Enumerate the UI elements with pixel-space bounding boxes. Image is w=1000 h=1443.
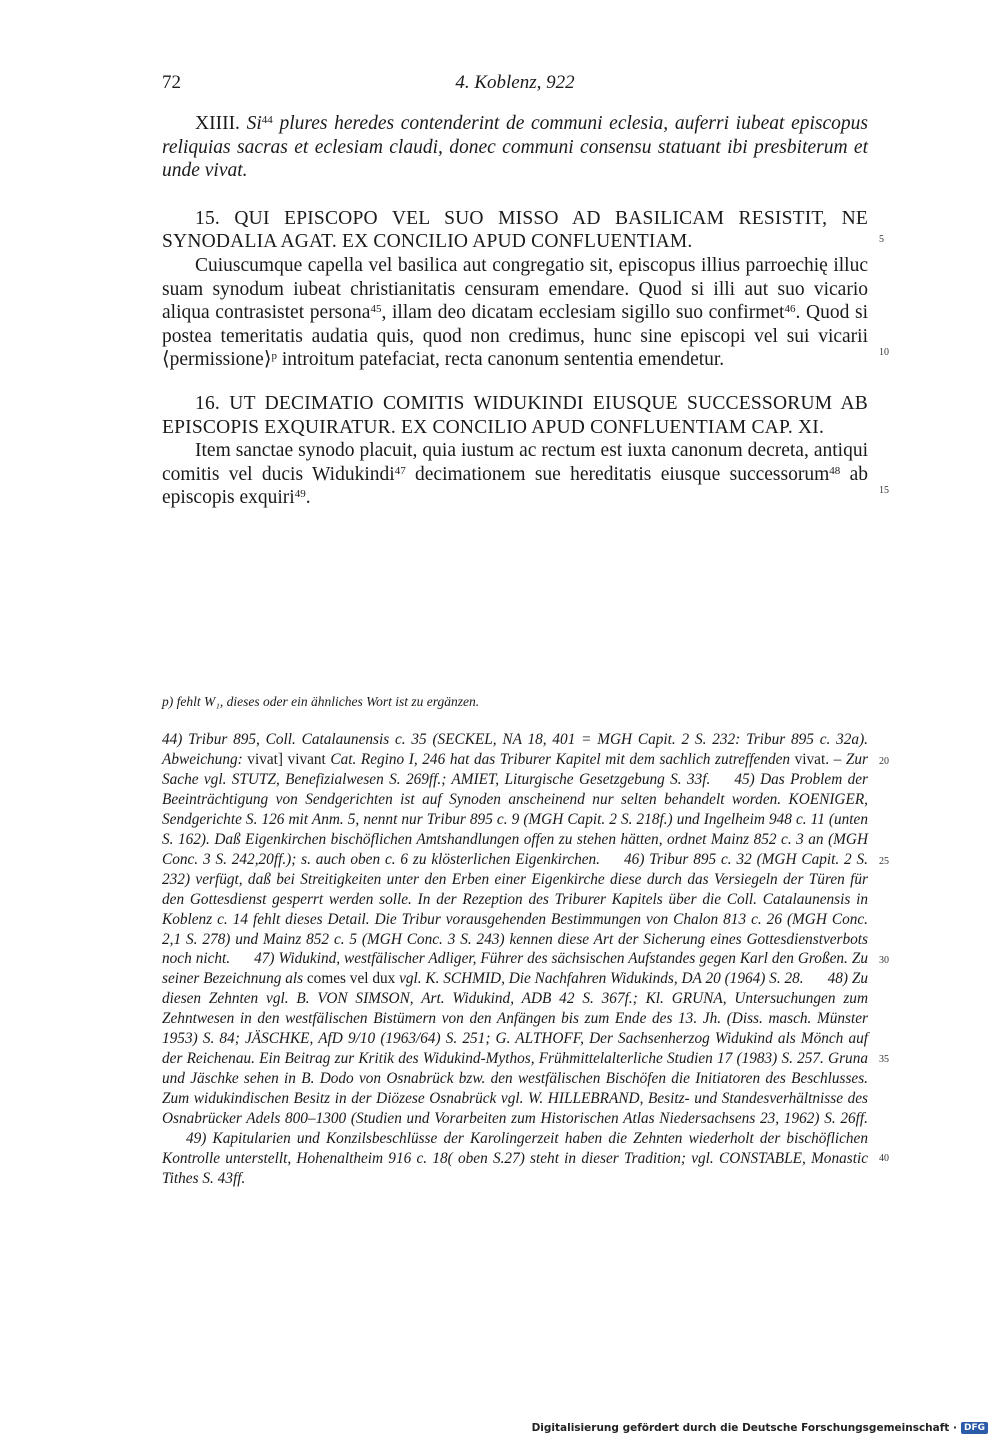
footnote-ref-48: 48 — [829, 464, 841, 477]
running-head: 4. Koblenz, 922 — [455, 72, 575, 93]
footnote-ref-49: 49 — [294, 488, 306, 501]
footnote-46: 46) Tribur 895 c. 32 (MGH Capit. 2 S. 232) verfügt, daß bei Streitigkeiten unter den Erben einer Eigenkirche diese durch das Versiegeln der Türen für den Gottesdienst gesperrt werden solle. In der Rezeption des Triburer Kapitels über die Coll. Catalaunensis in Koblenz c. 14 fehlt dieses Detail. Die Tribur vorausgehenden Bestimmungen von Chalon 813 c. 26 (MGH Conc. 2,1 S. 278) und Mainz 852 c. 5 (MGH Conc. 3 S. 243) kennen diese Art der Sicherung eines Gottesdienstverbots noch nicht. — [162, 850, 868, 968]
line-number-40: 40 — [879, 1153, 889, 1164]
chapter-16-heading: 16. UT DECIMATIO COMITIS WIDUKINDI EIUSQUE SUCCESSORUM AB EPISCOPIS EXQUIRATUR. EX CONCILIO APUD CONFLUENTIAM CAP. XI. — [162, 392, 868, 438]
line-number-15: 15 — [879, 485, 889, 496]
footnotes: 44) Tribur 895, Coll. Catalaunensis c. 35 (SECKEL, NA 18, 401 = MGH Capit. 2 S. 232: Tribur 895 c. 32a). Abweichung: vivat] vivant Cat. Regino I, 246 hat das Triburer Kapitel mit dem sachlich zutreffenden vivat. – Zur Sache vgl. STUTZ, Benefizialwesen S. 269ff.; AMIET, Liturgische Gesetzgebung S. 33f. 45) Das Problem der Beeinträchtigung von Sendgerichten ist auf Synoden anscheinend nur selten behandelt worden. KOENIGER, Sendgerichte S. 126 mit Anm. 5, nennt nur Tribur 895 c. 9 (MGH Capit. 2 S. 218f.) und Ingelheim 948 c. 11 (unten S. 162). Daß Eigenkirchen bischöflichen Amtshandlungen offen zu stehen hätten, ordnet Mainz 852 c. 3 an (MGH Conc. 3 S. 242,20ff.); s. auch oben c. 6 zu klösterlichen Eigenkirchen. 46) Tribur 895 c. 32 (MGH Capit. 2 S. 232) verfügt, daß bei Streitigkeiten unter den Erben einer Eigenkirche diese durch das Versiegeln der Türen für den Gottesdienst gesperrt werden solle. In der Rezeption des Triburer Kapitels über die Coll. Catalaunensis in Koblenz c. 14 fehlt dieses Detail. Die Tribur vorausgehenden Bestimmungen von Chalon 813 c. 26 (MGH Conc. 2,1 S. 278) und Mainz 852 c. 5 (MGH Conc. 3 S. 243) kennen diese Art der Sicherung eines Gottesdienstverbots noch nicht. 47) Widukind, westfälischer Adliger, Führer des sächsischen Aufstandes gegen Karl den Großen. Zu seiner Bezeichnung als comes vel dux vgl. K. SCHMID, Die Nachfahren Widukinds, DA 20 (1964) S. 28. 48) Zu diesen Zehnten vgl. B. VON SIMSON, Art. Widukind, ADB 42 S. 367f.; Kl. GRUNA, Untersuchungen zum Zehntwesen in den westfälischen Bistümern von den Anfängen bis zum Ende des 13. Jh. (Diss. masch. Münster 1953) S. 84; JÄSCHKE, AfD 9/10 (1963/64) S. 251; G. ALTHOFF, Der Sachsenherzog Widukind als Mönch auf der Reichenau. Ein Beitrag zur Kritik des Widukind-Mythos, Frühmittelalterliche Studien 17 (1983) S. 257. Gruna und Jäschke sehen in B. Dodo von Osnabrück bzw. den westfälischen Bischöfen die Initiatoren des Beschlusses. Zum widukindischen Besitz in der Diözese Osnabrück vgl. W. HILLEBRAND, Besitz- und Standesverhältnisse des Osnabrücker Adels 800–1300 (Studien und Vorarbeiten zum Historischen Atlas Niedersachsens 23, 1962) S. 26ff.49) Kapitularien und Konzilsbeschlüsse der Karolingerzeit haben die Zehnten wiederholt der bischöflichen Kontrolle unterstellt, Hohenaltheim 916 c. 18( oben S.27) steht in dieser Tradition; vgl. CONSTABLE, Monastic Tithes S. 43ff. — [162, 731, 869, 1187]
chapter-16-text: Item sanctae synodo placuit, quia iustum ac rectum est iuxta canonum decreta, antiqui comitis vel ducis Widukindi$^{47}$ decimationem sue hereditatis eiusque successorum$^{48}$ ab episcopis exquiri$^{49}$. — [162, 440, 868, 509]
apparatus-ref-p: p — [271, 350, 277, 363]
chapter-15-heading: 15. QUI EPISCOPO VEL SUO MISSO AD BASILICAM RESISTIT, NE SYNODALIA AGAT. EX CONCILIO APUD CONFLUENTIAM. — [162, 207, 868, 253]
footnote-ref-46: 46 — [784, 303, 796, 316]
footnote-44: 44) Tribur 895, Coll. Catalaunensis c. 35 (SECKEL, NA 18, 401 = MGH Capit. 2 S. 232: Tribur 895 c. 32a). Abweichung: — [162, 731, 868, 768]
footnote-48: 48) Zu diesen Zehnten vgl. B. VON SIMSON, Art. Widukind, ADB 42 S. 367f.; Kl. GRUNA, Untersuchungen zum Zehntwesen in den westfälischen Bistümern von den Anfängen bis zum Ende des 13. Jh. (Diss. masch. Münster 1953) S. 84; JÄSCHKE, AfD 9/10 (1963/64) S. 251; G. ALTHOFF, Der Sachsenherzog Widukind als Mönch auf der Reichenau. Ein Beitrag zur Kritik des Widukind-Mythos, Frühmittelalterliche Studien 17 (1983) S. 257. Gruna und Jäschke sehen in B. Dodo von Osnabrück bzw. den westfälischen Bischöfen die Initiatoren des Beschlusses. Zum widukindischen Besitz in der Diözese Osnabrück vgl. W. HILLEBRAND, Besitz- und Standesverhältnisse des Osnabrücker Adels 800–1300 (Studien und Vorarbeiten zum Historischen Atlas Niedersachsens 23, 1962) S. 26ff. — [162, 970, 868, 1128]
footnote-ref-44: 44 — [261, 114, 273, 126]
page-number: 72 — [162, 72, 181, 93]
chapter-15-text: Cuiuscumque capella vel basilica aut congregatio sit, episcopus illius parroechię illuc suam synodum iubeat christianitatis censuram emendare. Quod si illi aut suo vicario aliqua contrasistet persona$^{45}$, illam deo dicatam ecclesiam sigillo suo confirmet$^{46}$. Quod si postea temeritatis audatia quis, quod non credimus, hunc sine episcopi vel sui vicarii ⟨permissione⟩$^p$ introitum patefaciat, recta canonum sententia emendetur. — [162, 254, 868, 371]
line-number-25: 25 — [879, 856, 889, 867]
line-number-5: 5 — [879, 234, 884, 245]
line-number-20: 20 — [879, 756, 889, 767]
line-number-30: 30 — [879, 955, 889, 966]
footnote-ref-47: 47 — [394, 464, 406, 477]
dfg-logo: DFG — [961, 1422, 988, 1434]
page-header — [162, 72, 868, 96]
footnote-45: 45) Das Problem der Beeinträchtigung von Sendgerichten ist auf Synoden anscheinend nur selten behandelt worden. KOENIGER, Sendgerichte S. 126 mit Anm. 5, nennt nur Tribur 895 c. 9 (MGH Capit. 2 S. 218f.) und Ingelheim 948 c. 11 (unten S. 162). Daß Eigenkirchen bischöflichen Amtshandlungen offen zu stehen hätten, ordnet Mainz 852 c. 3 an (MGH Conc. 3 S. 242,20ff.); s. auch oben c. 6 zu klösterlichen Eigenkirchen. — [162, 770, 869, 868]
line-number-10: 10 — [879, 347, 889, 358]
line-number-35: 35 — [879, 1054, 889, 1065]
main-text — [162, 112, 868, 510]
critical-apparatus: p) fehlt W₁, dieses oder ein ähnliches Wort ist zu ergänzen. — [162, 694, 480, 709]
funding-footer — [532, 1422, 988, 1434]
funding-text: Digitalisierung gefördert durch die Deutsche Forschungsgemeinschaft · — [531, 1422, 957, 1434]
chapter-14-text: XIIII. Si$^{44}$ plures heredes contenderint de communi eclesia, auferri iubeat episcopus reliquias sacras et eclesiam claudi, donec communi consensu statuant ibi presbiterum et unde vivat. — [162, 113, 868, 182]
footnote-ref-45: 45 — [370, 303, 382, 316]
footnote-49: 49) Kapitularien und Konzilsbeschlüsse der Karolingerzeit haben die Zehnten wiederholt der bischöflichen Kontrolle unterstellt, Hohenaltheim 916 c. 18( oben S.27) steht in dieser Tradition; vgl. CONSTABLE, Monastic Tithes S. 43ff. — [162, 1130, 868, 1187]
footnote-47: 47) Widukind, westfälischer Adliger, Führer des sächsischen Aufstandes gegen Karl den Großen. Zu seiner Bezeichnung als — [162, 950, 868, 988]
